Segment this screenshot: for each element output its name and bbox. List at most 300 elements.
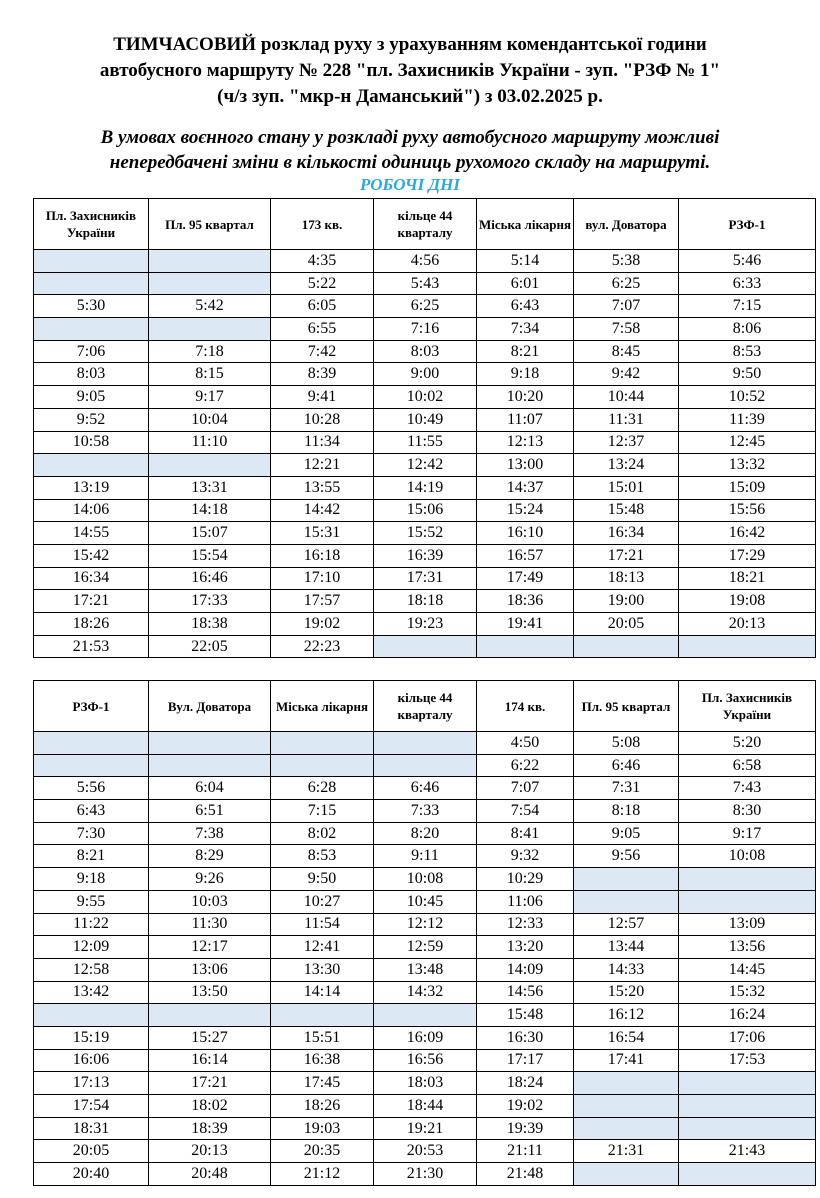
time-cell: 7:30 <box>34 822 149 845</box>
empty-cell <box>374 635 477 658</box>
time-cell: 16:06 <box>34 1049 149 1072</box>
time-cell: 10:28 <box>271 408 374 431</box>
time-cell: 16:12 <box>574 1004 679 1027</box>
table-row <box>34 613 816 636</box>
time-cell: 10:29 <box>477 868 574 891</box>
time-cell: 10:02 <box>374 386 477 409</box>
empty-cell <box>271 754 374 777</box>
header-row <box>34 681 816 732</box>
title-line-3: (ч/з зуп. "мкр-н Даманський") з 03.02.2025 р. <box>217 86 603 107</box>
table-row <box>34 1163 816 1186</box>
time-cell: 20:53 <box>374 1140 477 1163</box>
time-cell: 21:43 <box>679 1140 816 1163</box>
time-cell: 8:29 <box>149 845 271 868</box>
time-cell: 11:34 <box>271 431 374 454</box>
time-cell: 18:31 <box>34 1117 149 1140</box>
time-cell: 16:46 <box>149 567 271 590</box>
time-cell: 11:06 <box>477 890 574 913</box>
column-header: Пл. 95 квартал <box>149 199 271 250</box>
time-cell: 19:02 <box>271 613 374 636</box>
time-cell: 9:41 <box>271 386 374 409</box>
time-cell: 8:53 <box>271 845 374 868</box>
time-cell: 12:59 <box>374 936 477 959</box>
time-cell: 10:08 <box>374 868 477 891</box>
time-cell: 15:19 <box>34 1026 149 1049</box>
time-cell: 12:12 <box>374 913 477 936</box>
time-cell: 13:30 <box>271 958 374 981</box>
time-cell: 8:15 <box>149 363 271 386</box>
time-cell: 19:00 <box>574 590 679 613</box>
time-cell: 14:09 <box>477 958 574 981</box>
time-cell: 11:30 <box>149 913 271 936</box>
table-row <box>34 363 816 386</box>
time-cell: 19:02 <box>477 1095 574 1118</box>
time-cell: 11:55 <box>374 431 477 454</box>
empty-cell <box>679 1117 816 1140</box>
empty-cell <box>679 635 816 658</box>
column-header: Міська лікарня <box>271 681 374 732</box>
time-cell: 4:50 <box>477 732 574 755</box>
time-cell: 12:13 <box>477 431 574 454</box>
time-cell: 8:06 <box>679 318 816 341</box>
time-cell: 18:03 <box>374 1072 477 1095</box>
empty-cell <box>34 754 149 777</box>
time-cell: 15:31 <box>271 522 374 545</box>
empty-cell <box>34 318 149 341</box>
time-cell: 21:30 <box>374 1163 477 1186</box>
time-cell: 17:13 <box>34 1072 149 1095</box>
time-cell: 18:02 <box>149 1095 271 1118</box>
time-cell: 15:27 <box>149 1026 271 1049</box>
time-cell: 14:33 <box>574 958 679 981</box>
time-cell: 15:56 <box>679 499 816 522</box>
time-cell: 18:26 <box>34 613 149 636</box>
time-cell: 20:13 <box>679 613 816 636</box>
time-cell: 13:31 <box>149 476 271 499</box>
time-cell: 18:21 <box>679 567 816 590</box>
table-row <box>34 754 816 777</box>
warning-line-1: В умовах воєнного стану у розкладі руху автобусного маршруту можливі <box>100 127 720 148</box>
time-cell: 14:06 <box>34 499 149 522</box>
time-cell: 19:21 <box>374 1117 477 1140</box>
time-cell: 9:50 <box>679 363 816 386</box>
time-cell: 4:56 <box>374 250 477 273</box>
time-cell: 10:45 <box>374 890 477 913</box>
time-cell: 12:58 <box>34 958 149 981</box>
time-cell: 18:18 <box>374 590 477 613</box>
time-cell: 12:45 <box>679 431 816 454</box>
time-cell: 15:07 <box>149 522 271 545</box>
table-row <box>34 958 816 981</box>
time-cell: 15:20 <box>574 981 679 1004</box>
time-cell: 13:32 <box>679 454 816 477</box>
time-cell: 17:54 <box>34 1095 149 1118</box>
time-cell: 8:39 <box>271 363 374 386</box>
time-cell: 7:38 <box>149 822 271 845</box>
table-row <box>34 1095 816 1118</box>
time-cell: 20:05 <box>34 1140 149 1163</box>
time-cell: 10:52 <box>679 386 816 409</box>
time-cell: 20:35 <box>271 1140 374 1163</box>
time-cell: 10:58 <box>34 431 149 454</box>
time-cell: 6:28 <box>271 777 374 800</box>
table-row <box>34 1117 816 1140</box>
empty-cell <box>271 732 374 755</box>
time-cell: 7:31 <box>574 777 679 800</box>
time-cell: 13:44 <box>574 936 679 959</box>
time-cell: 13:24 <box>574 454 679 477</box>
time-cell: 14:18 <box>149 499 271 522</box>
time-cell: 17:21 <box>574 544 679 567</box>
time-cell: 16:24 <box>679 1004 816 1027</box>
time-cell: 12:41 <box>271 936 374 959</box>
empty-cell <box>374 732 477 755</box>
time-cell: 16:57 <box>477 544 574 567</box>
warning-line-2: непередбачені зміни в кількості одиниць рухомого складу на маршруті. <box>109 152 711 173</box>
time-cell: 13:42 <box>34 981 149 1004</box>
time-cell: 22:05 <box>149 635 271 658</box>
table-row <box>34 431 816 454</box>
time-cell: 17:17 <box>477 1049 574 1072</box>
time-cell: 11:22 <box>34 913 149 936</box>
column-header: РЗФ-1 <box>34 681 149 732</box>
time-cell: 5:42 <box>149 295 271 318</box>
time-cell: 6:04 <box>149 777 271 800</box>
time-cell: 15:24 <box>477 499 574 522</box>
time-cell: 15:51 <box>271 1026 374 1049</box>
time-cell: 8:03 <box>34 363 149 386</box>
time-cell: 7:07 <box>574 295 679 318</box>
empty-cell <box>679 868 816 891</box>
time-cell: 12:09 <box>34 936 149 959</box>
empty-cell <box>271 1004 374 1027</box>
table-row <box>34 845 816 868</box>
table-row <box>34 272 816 295</box>
time-cell: 6:55 <box>271 318 374 341</box>
time-cell: 8:20 <box>374 822 477 845</box>
empty-cell <box>149 318 271 341</box>
table-row <box>34 1004 816 1027</box>
table-row <box>34 913 816 936</box>
table-row <box>34 250 816 273</box>
time-cell: 8:21 <box>477 340 574 363</box>
table-row <box>34 936 816 959</box>
time-cell: 9:18 <box>34 868 149 891</box>
time-cell: 16:30 <box>477 1026 574 1049</box>
table-row <box>34 868 816 891</box>
empty-cell <box>149 754 271 777</box>
time-cell: 16:42 <box>679 522 816 545</box>
time-cell: 16:38 <box>271 1049 374 1072</box>
time-cell: 17:10 <box>271 567 374 590</box>
time-cell: 5:14 <box>477 250 574 273</box>
table-row <box>34 499 816 522</box>
time-cell: 17:06 <box>679 1026 816 1049</box>
time-cell: 9:05 <box>574 822 679 845</box>
column-header: 173 кв. <box>271 199 374 250</box>
time-cell: 9:00 <box>374 363 477 386</box>
time-cell: 9:05 <box>34 386 149 409</box>
time-cell: 13:20 <box>477 936 574 959</box>
time-cell: 16:09 <box>374 1026 477 1049</box>
table-row <box>34 1072 816 1095</box>
time-cell: 17:41 <box>574 1049 679 1072</box>
time-cell: 5:46 <box>679 250 816 273</box>
table-row <box>34 340 816 363</box>
time-cell: 10:03 <box>149 890 271 913</box>
table-row <box>34 454 816 477</box>
column-header: кільце 44 кварталу <box>374 199 477 250</box>
time-cell: 18:13 <box>574 567 679 590</box>
table-row <box>34 544 816 567</box>
time-cell: 12:57 <box>574 913 679 936</box>
schedule-table-return <box>33 680 816 1186</box>
time-cell: 16:54 <box>574 1026 679 1049</box>
time-cell: 5:43 <box>374 272 477 295</box>
time-cell: 10:20 <box>477 386 574 409</box>
time-cell: 12:42 <box>374 454 477 477</box>
table-row <box>34 318 816 341</box>
time-cell: 6:05 <box>271 295 374 318</box>
time-cell: 20:48 <box>149 1163 271 1186</box>
column-header: Пл. 95 квартал <box>574 681 679 732</box>
title-line-1 <box>0 32 820 58</box>
table-row <box>34 386 816 409</box>
empty-cell <box>149 250 271 273</box>
table-row <box>34 295 816 318</box>
empty-cell <box>574 868 679 891</box>
time-cell: 9:50 <box>271 868 374 891</box>
time-cell: 7:18 <box>149 340 271 363</box>
time-cell: 8:21 <box>34 845 149 868</box>
time-cell: 17:29 <box>679 544 816 567</box>
time-cell: 5:08 <box>574 732 679 755</box>
table-row <box>34 800 816 823</box>
empty-cell <box>574 1163 679 1186</box>
empty-cell <box>679 1072 816 1095</box>
time-cell: 19:03 <box>271 1117 374 1140</box>
time-cell: 10:27 <box>271 890 374 913</box>
empty-cell <box>149 732 271 755</box>
table-row <box>34 567 816 590</box>
time-cell: 17:21 <box>34 590 149 613</box>
time-cell: 14:45 <box>679 958 816 981</box>
table-row <box>34 635 816 658</box>
time-cell: 8:03 <box>374 340 477 363</box>
table-row <box>34 476 816 499</box>
time-cell: 15:52 <box>374 522 477 545</box>
time-cell: 6:25 <box>374 295 477 318</box>
time-cell: 5:30 <box>34 295 149 318</box>
column-header: Пл. Захисників України <box>34 199 149 250</box>
table-row <box>34 822 816 845</box>
empty-cell <box>34 272 149 295</box>
empty-cell <box>477 635 574 658</box>
empty-cell <box>149 272 271 295</box>
time-cell: 6:22 <box>477 754 574 777</box>
time-cell: 7:06 <box>34 340 149 363</box>
empty-cell <box>679 1163 816 1186</box>
time-cell: 14:55 <box>34 522 149 545</box>
time-cell: 11:39 <box>679 408 816 431</box>
time-cell: 8:18 <box>574 800 679 823</box>
time-cell: 20:40 <box>34 1163 149 1186</box>
table-row <box>34 1140 816 1163</box>
time-cell: 17:21 <box>149 1072 271 1095</box>
time-cell: 18:36 <box>477 590 574 613</box>
time-cell: 16:34 <box>574 522 679 545</box>
empty-cell <box>34 1004 149 1027</box>
title-line-1-rest: розклад руху з урахуванням комендантської години <box>256 34 707 55</box>
time-cell: 12:37 <box>574 431 679 454</box>
time-cell: 9:18 <box>477 363 574 386</box>
time-cell: 21:53 <box>34 635 149 658</box>
time-cell: 16:10 <box>477 522 574 545</box>
time-cell: 6:51 <box>149 800 271 823</box>
time-cell: 9:17 <box>149 386 271 409</box>
time-cell: 17:45 <box>271 1072 374 1095</box>
time-cell: 22:23 <box>271 635 374 658</box>
column-header: 174 кв. <box>477 681 574 732</box>
time-cell: 7:34 <box>477 318 574 341</box>
empty-cell <box>374 754 477 777</box>
empty-cell <box>149 1004 271 1027</box>
time-cell: 15:01 <box>574 476 679 499</box>
time-cell: 6:46 <box>374 777 477 800</box>
time-cell: 7:15 <box>679 295 816 318</box>
time-cell: 16:39 <box>374 544 477 567</box>
time-cell: 17:57 <box>271 590 374 613</box>
martial-law-warning <box>0 125 820 175</box>
time-cell: 19:23 <box>374 613 477 636</box>
time-cell: 12:21 <box>271 454 374 477</box>
document-title <box>0 32 820 110</box>
time-cell: 11:10 <box>149 431 271 454</box>
time-cell: 13:19 <box>34 476 149 499</box>
time-cell: 9:55 <box>34 890 149 913</box>
time-cell: 8:02 <box>271 822 374 845</box>
time-cell: 11:07 <box>477 408 574 431</box>
title-temporary: ТИМЧАСОВИЙ <box>113 34 257 55</box>
time-cell: 17:53 <box>679 1049 816 1072</box>
time-cell: 6:33 <box>679 272 816 295</box>
time-cell: 20:13 <box>149 1140 271 1163</box>
time-cell: 14:19 <box>374 476 477 499</box>
time-cell: 7:54 <box>477 800 574 823</box>
time-cell: 7:42 <box>271 340 374 363</box>
empty-cell <box>34 250 149 273</box>
time-cell: 7:07 <box>477 777 574 800</box>
header-row <box>34 199 816 250</box>
table-row <box>34 1026 816 1049</box>
time-cell: 17:31 <box>374 567 477 590</box>
time-cell: 16:14 <box>149 1049 271 1072</box>
time-cell: 7:16 <box>374 318 477 341</box>
time-cell: 8:53 <box>679 340 816 363</box>
empty-cell <box>679 890 816 913</box>
time-cell: 13:00 <box>477 454 574 477</box>
time-cell: 6:25 <box>574 272 679 295</box>
time-cell: 10:08 <box>679 845 816 868</box>
time-cell: 18:24 <box>477 1072 574 1095</box>
time-cell: 15:32 <box>679 981 816 1004</box>
empty-cell <box>574 635 679 658</box>
table-row <box>34 408 816 431</box>
time-cell: 4:35 <box>271 250 374 273</box>
time-cell: 9:17 <box>679 822 816 845</box>
time-cell: 15:06 <box>374 499 477 522</box>
time-cell: 13:55 <box>271 476 374 499</box>
time-cell: 6:43 <box>34 800 149 823</box>
column-header: Міська лікарня <box>477 199 574 250</box>
time-cell: 14:42 <box>271 499 374 522</box>
empty-cell <box>574 1095 679 1118</box>
time-cell: 11:54 <box>271 913 374 936</box>
time-cell: 12:33 <box>477 913 574 936</box>
time-cell: 15:42 <box>34 544 149 567</box>
time-cell: 5:56 <box>34 777 149 800</box>
title-line-2: автобусного маршруту № 228 "пл. Захисників України - зуп. "РЗФ № 1" <box>99 60 721 81</box>
time-cell: 19:39 <box>477 1117 574 1140</box>
time-cell: 7:33 <box>374 800 477 823</box>
time-cell: 13:06 <box>149 958 271 981</box>
table-row <box>34 1049 816 1072</box>
column-header: РЗФ-1 <box>679 199 816 250</box>
table-row <box>34 590 816 613</box>
empty-cell <box>574 1072 679 1095</box>
time-cell: 5:38 <box>574 250 679 273</box>
time-cell: 6:58 <box>679 754 816 777</box>
time-cell: 13:56 <box>679 936 816 959</box>
column-header: Пл. Захисників України <box>679 681 816 732</box>
time-cell: 8:41 <box>477 822 574 845</box>
time-cell: 9:32 <box>477 845 574 868</box>
time-cell: 5:22 <box>271 272 374 295</box>
empty-cell <box>679 1095 816 1118</box>
time-cell: 10:04 <box>149 408 271 431</box>
table-row <box>34 732 816 755</box>
empty-cell <box>374 1004 477 1027</box>
time-cell: 6:01 <box>477 272 574 295</box>
schedule-table-forward <box>33 198 816 658</box>
empty-cell <box>34 732 149 755</box>
column-header: вул. Доватора <box>574 199 679 250</box>
time-cell: 7:15 <box>271 800 374 823</box>
time-cell: 7:58 <box>574 318 679 341</box>
table-row <box>34 890 816 913</box>
time-cell: 6:46 <box>574 754 679 777</box>
time-cell: 21:12 <box>271 1163 374 1186</box>
time-cell: 8:45 <box>574 340 679 363</box>
time-cell: 19:08 <box>679 590 816 613</box>
time-cell: 8:30 <box>679 800 816 823</box>
time-cell: 21:11 <box>477 1140 574 1163</box>
time-cell: 14:37 <box>477 476 574 499</box>
time-cell: 15:09 <box>679 476 816 499</box>
time-cell: 18:39 <box>149 1117 271 1140</box>
time-cell: 9:42 <box>574 363 679 386</box>
time-cell: 21:48 <box>477 1163 574 1186</box>
time-cell: 16:18 <box>271 544 374 567</box>
time-cell: 6:43 <box>477 295 574 318</box>
time-cell: 9:11 <box>374 845 477 868</box>
column-header: кільце 44 кварталу <box>374 681 477 732</box>
time-cell: 12:17 <box>149 936 271 959</box>
time-cell: 9:52 <box>34 408 149 431</box>
time-cell: 17:49 <box>477 567 574 590</box>
time-cell: 10:44 <box>574 386 679 409</box>
time-cell: 10:49 <box>374 408 477 431</box>
